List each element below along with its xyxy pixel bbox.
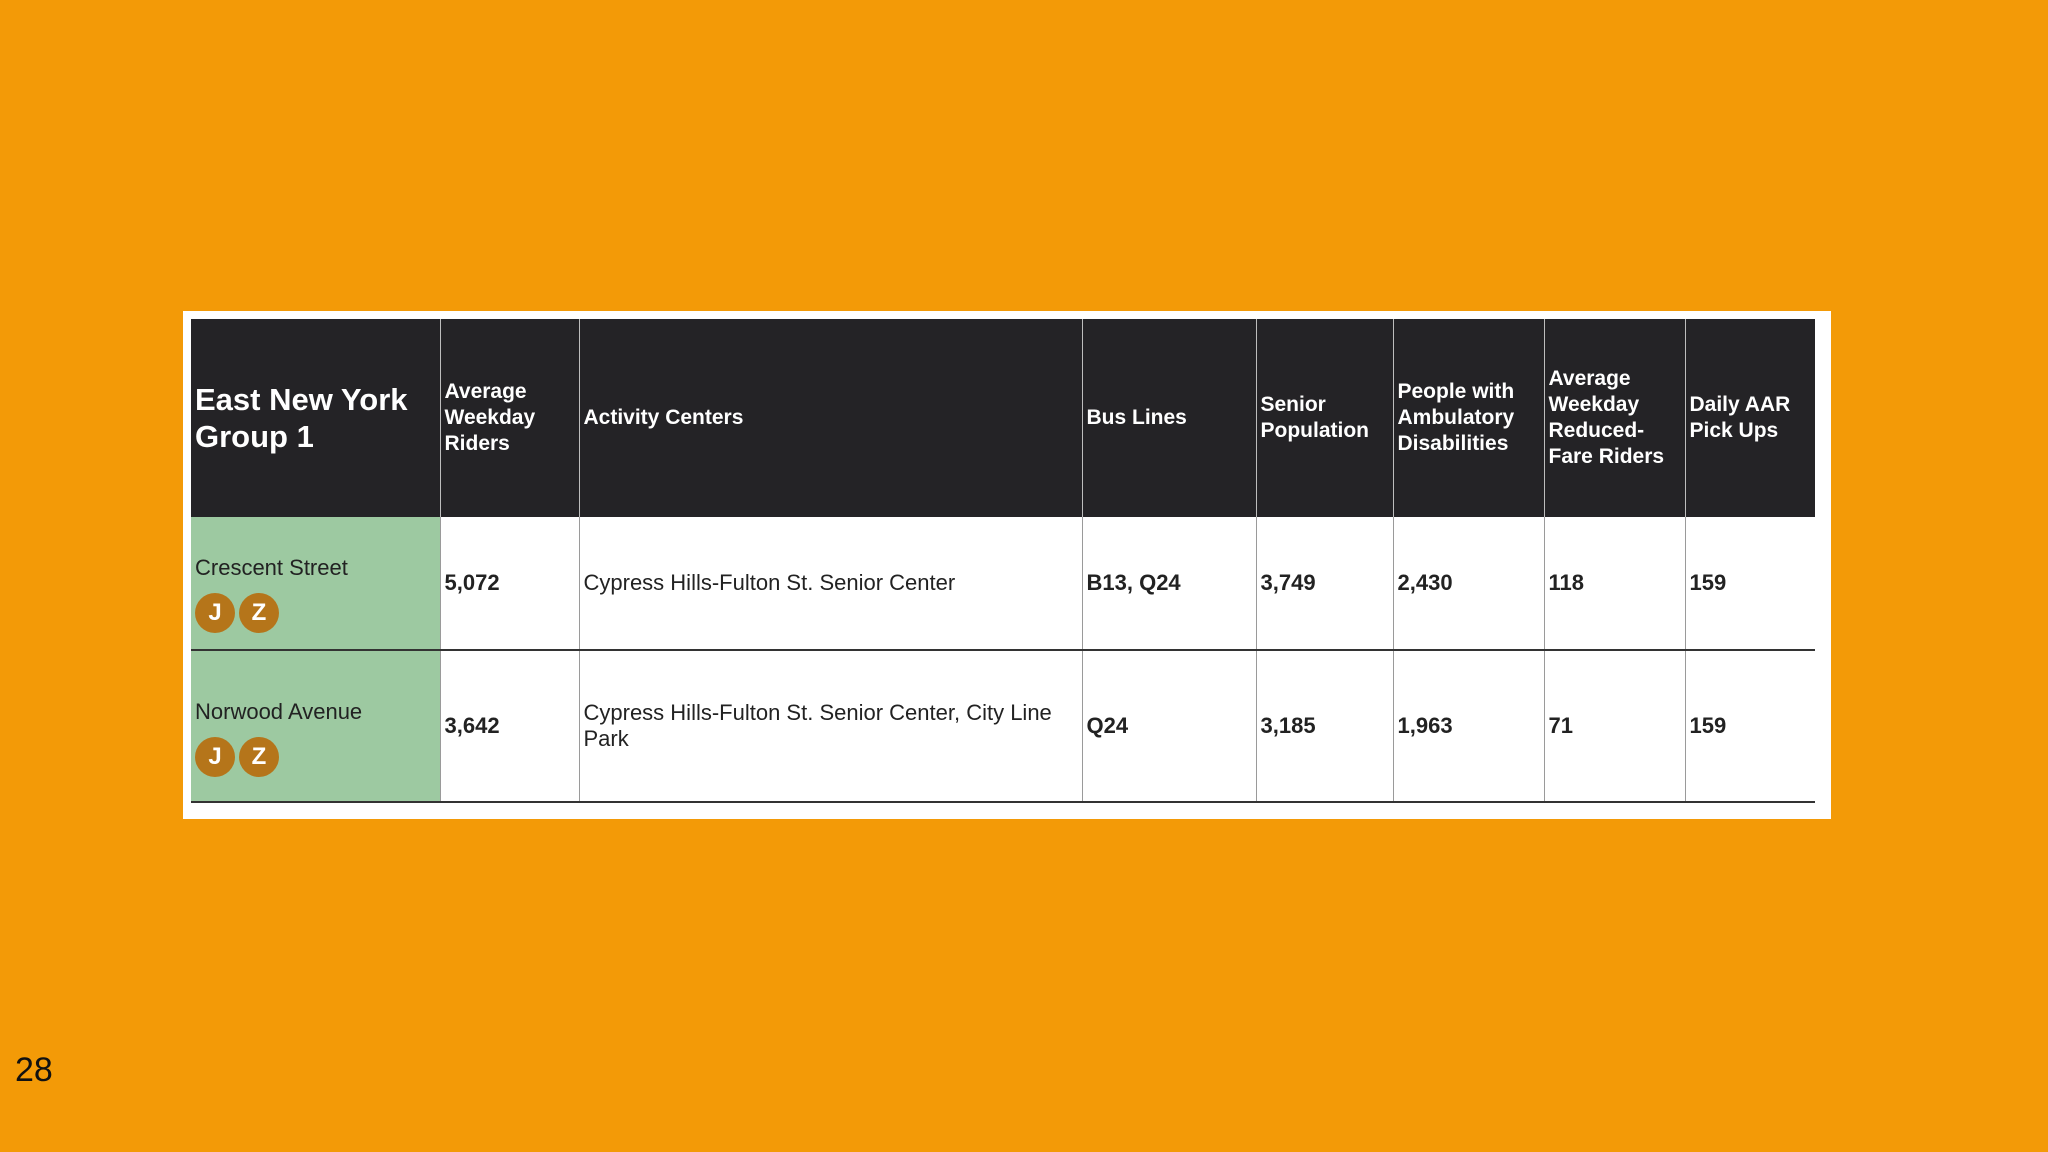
table-row — [191, 517, 1815, 650]
senior-cell: 3,185 — [1256, 650, 1393, 802]
disabilities-cell: 1,963 — [1393, 650, 1544, 802]
header-ambulatory-disabilities: People with Ambulatory Disabilities — [1393, 319, 1544, 517]
senior-cell: 3,749 — [1256, 517, 1393, 650]
header-activity-centers: Activity Centers — [579, 319, 1082, 517]
header-row — [191, 319, 1815, 517]
header-daily-aar-pickups: Daily AAR Pick Ups — [1685, 319, 1815, 517]
bus-cell: Q24 — [1082, 650, 1256, 802]
aar-cell: 159 — [1685, 517, 1815, 650]
table-card — [183, 311, 1831, 819]
header-reduced-fare-riders: Average Weekday Reduced-Fare Riders — [1544, 319, 1685, 517]
header-senior-population: Senior Population — [1256, 319, 1393, 517]
reduced-fare-cell: 118 — [1544, 517, 1685, 650]
station-table — [191, 319, 1815, 803]
header-bus-lines: Bus Lines — [1082, 319, 1256, 517]
activity-cell: Cypress Hills-Fulton St. Senior Center — [579, 517, 1082, 650]
activity-cell: Cypress Hills-Fulton St. Senior Center, City Line Park — [579, 650, 1082, 802]
riders-cell: 5,072 — [440, 517, 579, 650]
z-line-icon: Z — [239, 737, 279, 777]
j-line-icon: J — [195, 737, 235, 777]
subway-lines — [195, 737, 436, 777]
riders-cell: 3,642 — [440, 650, 579, 802]
j-line-icon: J — [195, 593, 235, 633]
z-line-icon: Z — [239, 593, 279, 633]
table-title: East New York Group 1 — [191, 319, 440, 517]
station-name: Norwood Avenue — [195, 699, 363, 724]
aar-cell: 159 — [1685, 650, 1815, 802]
station-name: Crescent Street — [195, 555, 348, 580]
station-cell — [191, 650, 440, 802]
disabilities-cell: 2,430 — [1393, 517, 1544, 650]
reduced-fare-cell: 71 — [1544, 650, 1685, 802]
bus-cell: B13, Q24 — [1082, 517, 1256, 650]
table-row — [191, 650, 1815, 802]
subway-lines — [195, 593, 436, 633]
header-average-weekday-riders: Average Weekday Riders — [440, 319, 579, 517]
station-cell — [191, 517, 440, 650]
page-number: 28 — [15, 1051, 53, 1089]
